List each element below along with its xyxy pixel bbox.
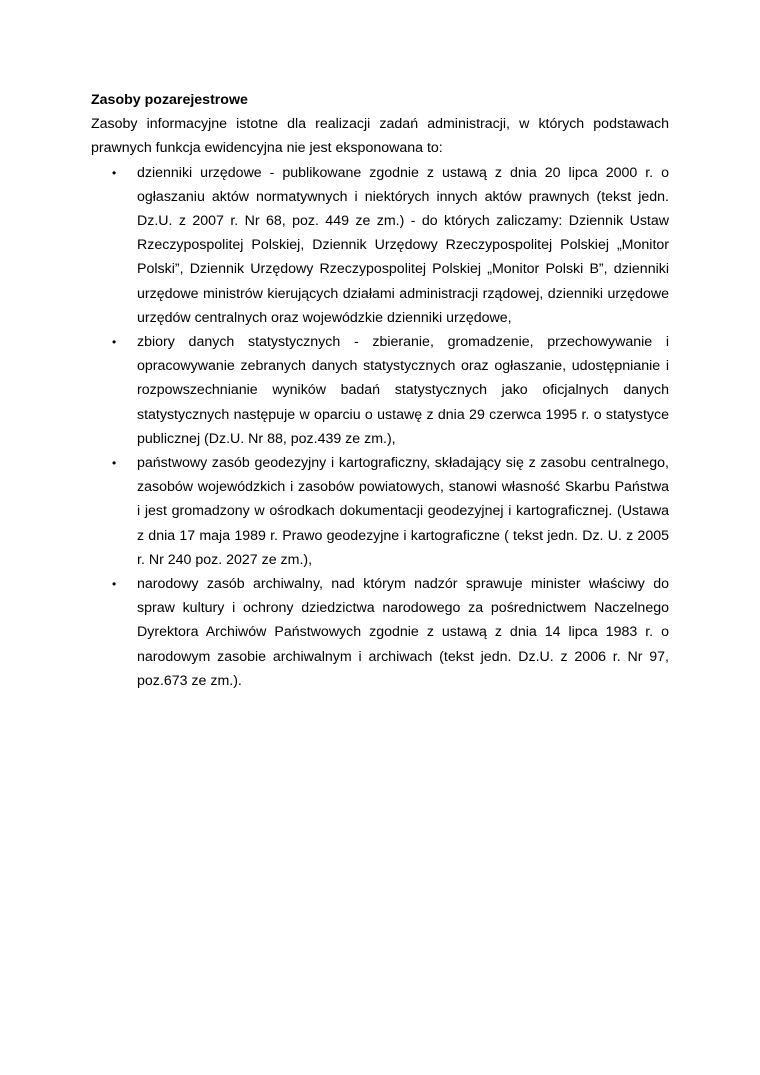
section-heading: Zasoby pozarejestrowe [91, 92, 248, 108]
bullet-icon: • [112, 165, 117, 180]
list-item [91, 330, 669, 451]
resource-list [91, 161, 669, 693]
intro-paragraph: Zasoby informacyjne istotne dla realizacji zadań administracji, w których podstawach prawnych funkcja ewidencyjna nie jest eksponowana to: [91, 116, 669, 157]
list-item [91, 572, 669, 693]
list-item-text: dzienniki urzędowe - publikowane zgodnie z ustawą z dnia 20 lipca 2000 r. o ogłaszaniu aktów normatywnych i niektórych innych aktów prawnych (tekst jedn. Dz.U. z 2007 r. Nr 68, poz. 449 ze zm.) - do których zaliczamy: Dziennik Ustaw Rzeczypospolitej Polskiej, Dziennik Urzędowy Rzeczypospolitej Polskiej „Monitor Polski”, Dziennik Urzędowy Rzeczypospolitej Polskiej „Monitor Polski B”, dzienniki urzędowe ministrów kierujących działami administracji rządowej, dzienniki urzędowe urzędów centralnych oraz wojewódzkie dzienniki urzędowe, [137, 164, 669, 326]
document-page [91, 88, 669, 693]
bullet-icon: • [112, 335, 117, 350]
list-item-text: zbiory danych statystycznych - zbieranie, gromadzenie, przechowywanie i opracowywanie zebranych danych statystycznych oraz ogłaszanie, udostępnianie i rozpowszechnianie wyników badań statystycznych jako oficjalnych danych statystycznych następuje w oparciu o ustawę z dnia 29 czerwca 1995 r. o statystyce publicznej (Dz.U. Nr 88, poz.439 ze zm.), [137, 334, 669, 447]
bullet-icon: • [112, 577, 117, 592]
list-item [91, 451, 669, 572]
list-item [91, 161, 669, 330]
bullet-icon: • [112, 456, 117, 471]
list-item-text: państwowy zasób geodezyjny i kartograficzny, składający się z zasobu centralnego, zasobów wojewódzkich i zasobów powiatowych, stanowi własność Skarbu Państwa i jest gromadzony w ośrodkach dokumentacji geodezyjnej i kartograficznej. (Ustawa z dnia 17 maja 1989 r. Prawo geodezyjne i kartograficzne ( tekst jedn. Dz. U. z 2005 r. Nr 240 poz. 2027 ze zm.), [137, 455, 669, 568]
list-item-text: narodowy zasób archiwalny, nad którym nadzór sprawuje minister właściwy do spraw kultury i ochrony dziedzictwa narodowego za pośrednictwem Naczelnego Dyrektora Archiwów Państwowych zgodnie z ustawą z dnia 14 lipca 1983 r. o narodowym zasobie archiwalnym i archiwach (tekst jedn. Dz.U. z 2006 r. Nr 97, poz.673 ze zm.). [137, 576, 669, 689]
